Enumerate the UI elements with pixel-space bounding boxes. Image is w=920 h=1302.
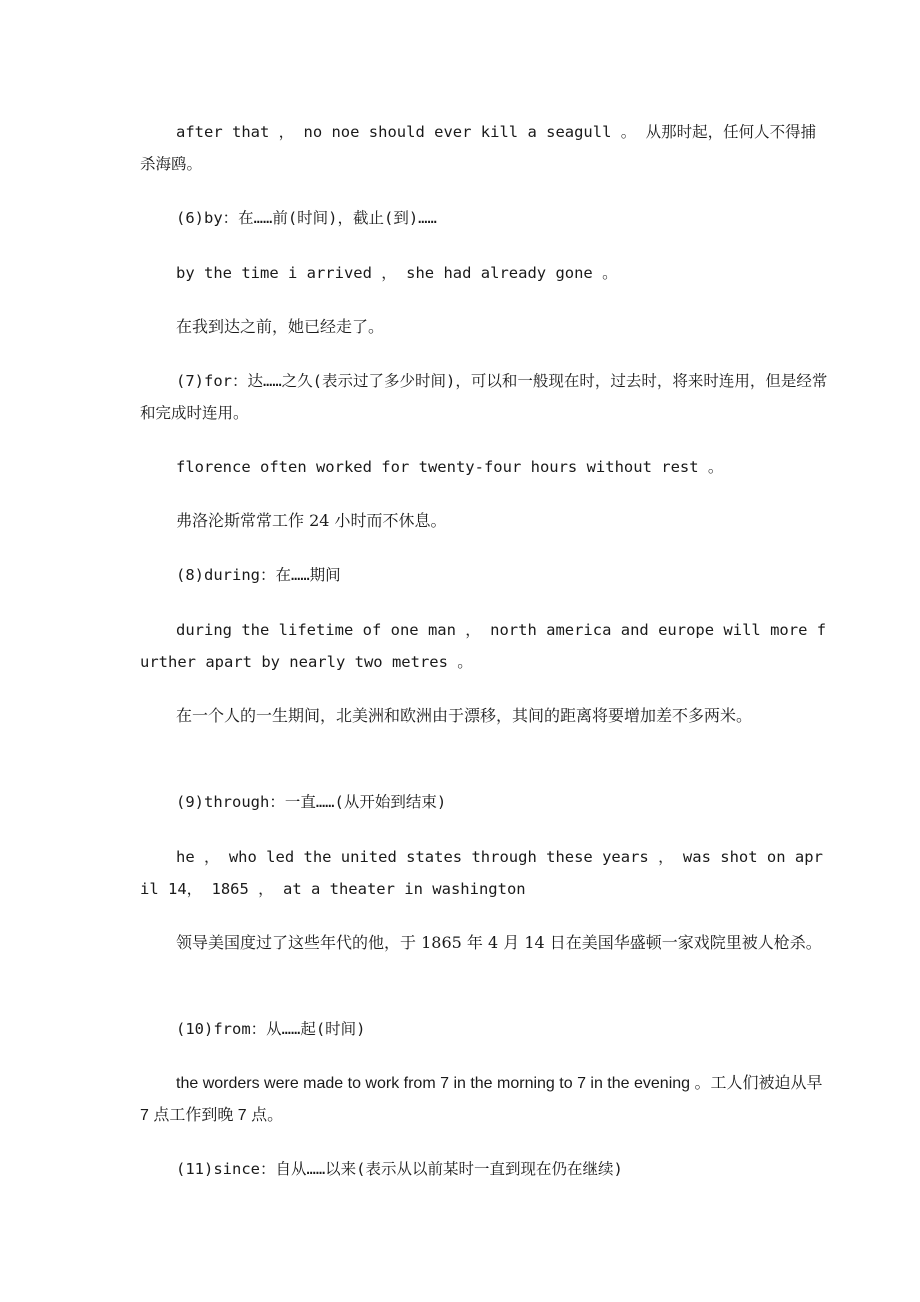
- example-by-english: by the time i arrived ， she had already gone 。: [176, 264, 618, 282]
- example-for-english: florence often worked for twenty-four hours without rest 。: [176, 458, 724, 476]
- example-through-chinese: 领导美国度过了这些年代的他，于 1865 年 4 月 14 日在美国华盛顿一家戏院里被人枪杀。: [176, 933, 822, 952]
- example-during-english: during the lifetime of one man ， north america and europe will more further apart by nearly two metres 。: [140, 621, 827, 671]
- heading-for: (7)for：达……之久(表示过了多少时间)，可以和一般现在时，过去时，将来时连用，但是经常和完成时连用。: [140, 372, 828, 422]
- heading-during: (8)during：在……期间: [176, 566, 341, 584]
- example-by-chinese: 在我到达之前，她已经走了。: [176, 317, 385, 336]
- example-through-english: he ， who led the united states through these years ， was shot on april 14， 1865 ， at a theater in washington: [140, 848, 823, 898]
- example-from: the worders were made to work from 7 in the morning to 7 in the evening 。工人们被迫从早 7 点工作到晚 7 点。: [140, 1075, 827, 1124]
- heading-by: (6)by：在……前(时间)，截止(到)……: [176, 209, 437, 227]
- paragraph-after-that: after that ， no noe should ever kill a seagull 。 从那时起，任何人不得捕杀海鸥。: [140, 123, 817, 173]
- heading-since: (11)since：自从……以来(表示从以前某时一直到现在仍在继续): [176, 1160, 623, 1178]
- example-for-chinese: 弗洛沦斯常常工作 24 小时而不休息。: [176, 511, 447, 530]
- heading-through: (9)through：一直……(从开始到结束): [176, 793, 447, 811]
- example-during-chinese: 在一个人的一生期间，北美洲和欧洲由于漂移，其间的距离将要增加差不多两米。: [176, 706, 753, 725]
- heading-from: (10)from：从……起(时间): [176, 1020, 366, 1038]
